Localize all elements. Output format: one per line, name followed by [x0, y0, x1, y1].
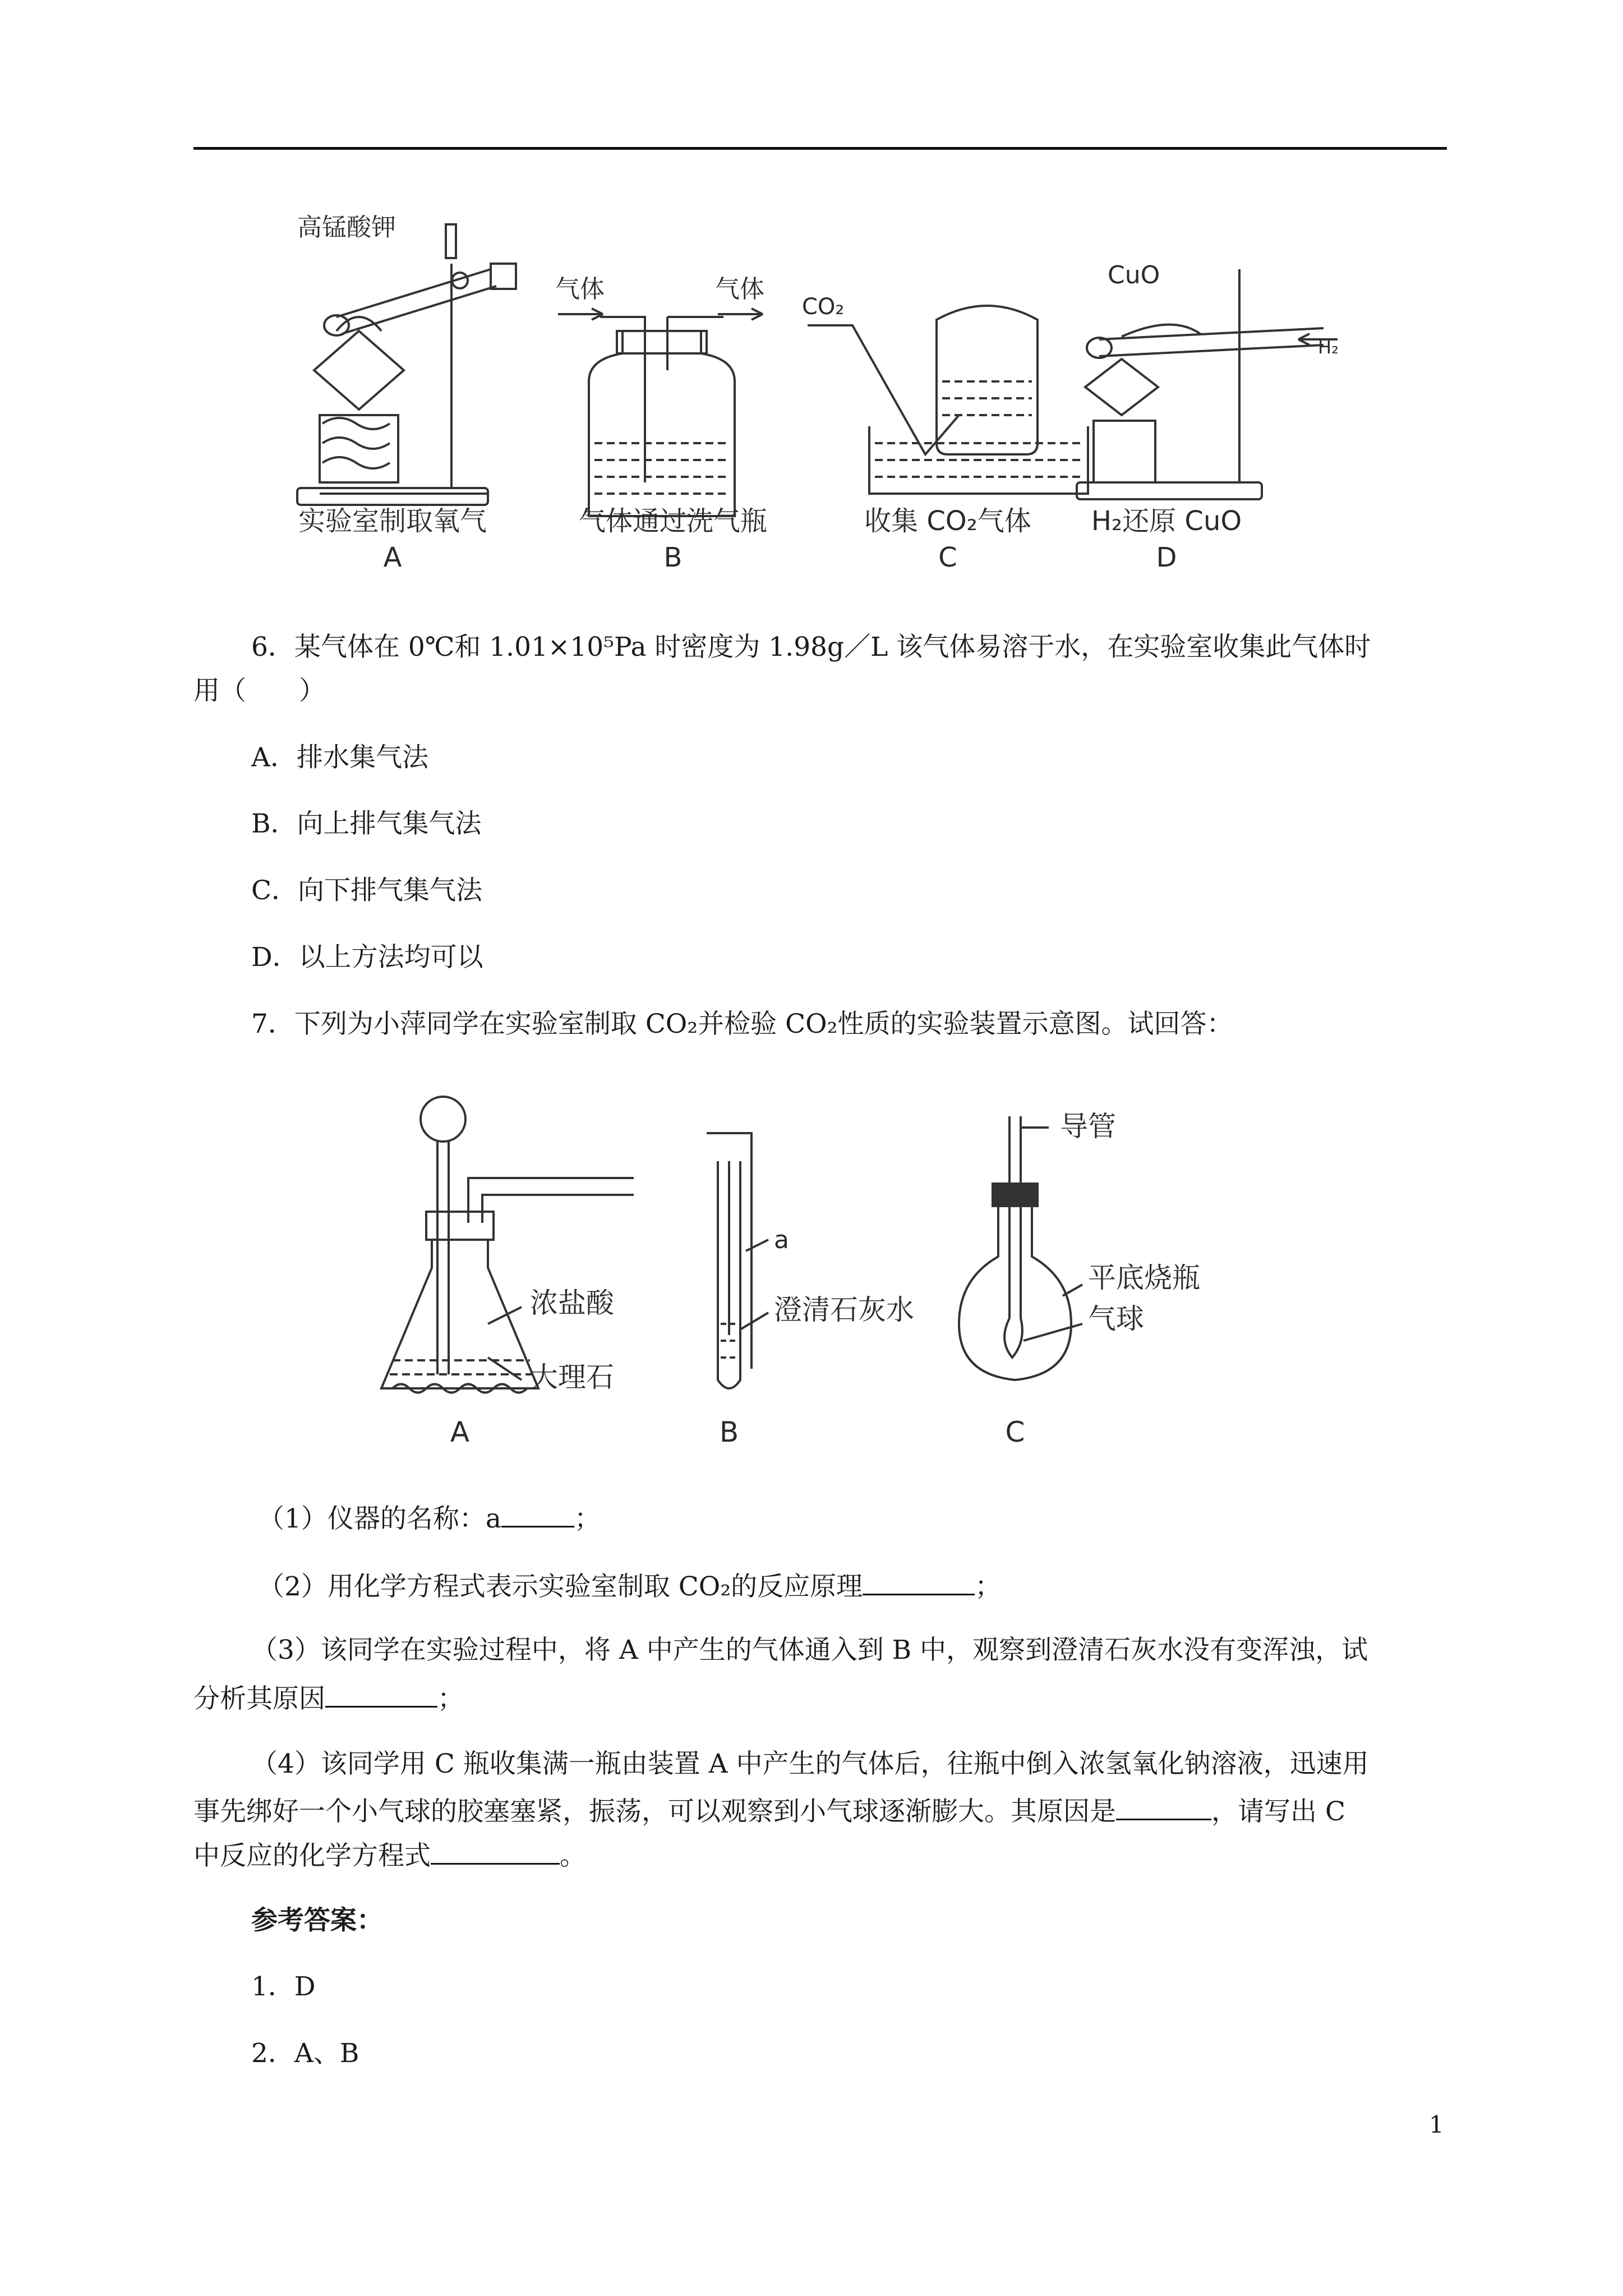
- label-limewater: 澄清石灰水: [774, 1294, 914, 1326]
- label-co2: CO₂: [802, 294, 845, 320]
- label-acid: 浓盐酸: [530, 1287, 614, 1319]
- answers-heading: 参考答案：: [251, 1905, 383, 1936]
- q6-option-b: B．向上排气集气法: [251, 808, 482, 839]
- q6-stem-line2: 用（ ）: [193, 675, 325, 706]
- q7-sub2-end: ；: [975, 1571, 1002, 1602]
- header-rule: [193, 147, 1447, 150]
- apparatus-d-drawing: [1077, 269, 1338, 499]
- co2-generator-drawing: [381, 1097, 634, 1393]
- label-marble: 大理石: [530, 1361, 614, 1393]
- label-balloon: 气球: [1088, 1303, 1144, 1335]
- q7-sub1-blank[interactable]: [501, 1499, 574, 1527]
- answer-item-1: 1．D: [251, 1971, 316, 2002]
- label-flask: 平底烧瓶: [1088, 1262, 1200, 1294]
- page-number: 1: [1429, 2111, 1444, 2138]
- label-potassium-permanganate: 高锰酸钾: [297, 213, 396, 242]
- q7-sub3-blank[interactable]: [325, 1679, 437, 1708]
- q7-sub2-text: （2）用化学方程式表示实验室制取 CO₂的反应原理: [258, 1571, 863, 1602]
- q7-sub2-blank[interactable]: [863, 1567, 975, 1595]
- q7-sub4-line3: [193, 1836, 586, 1874]
- q7-sub4-blank2[interactable]: [431, 1836, 560, 1865]
- q7-sub3-end: ；: [437, 1683, 464, 1714]
- q7-sub4-text-b: ，请写出 C: [1211, 1796, 1345, 1827]
- caption-b-letter: B: [663, 542, 683, 573]
- caption-b: 气体通过洗气瓶: [578, 505, 768, 537]
- label-gas-in: 气体: [555, 275, 605, 303]
- q7-sub4-blank1[interactable]: [1116, 1792, 1211, 1820]
- q7-sub3-line1: （3）该同学在实验过程中，将 A 中产生的气体通入到 B 中，观察到澄清石灰水没有变浑浊，试: [251, 1635, 1368, 1665]
- apparatus-figure-2: [370, 1077, 1279, 1458]
- q7-sub3-line2: [193, 1679, 464, 1717]
- caption-c: 收集 CO₂气体: [864, 505, 1031, 537]
- q6-option-c: C．向下排气集气法: [251, 875, 482, 906]
- caption-c-letter: C: [938, 542, 957, 573]
- limewater-tube-drawing: [707, 1133, 768, 1388]
- apparatus-figure-1: [275, 202, 1340, 595]
- q7-sub3-text: 分析其原因: [193, 1683, 325, 1714]
- q7-stem: 7．下列为小萍同学在实验室制取 CO₂并检验 CO₂性质的实验装置示意图。试回答：: [251, 1009, 1233, 1039]
- q6-option-a: A．排水集气法: [251, 742, 428, 773]
- caption-d-letter: D: [1156, 542, 1177, 573]
- balloon-flask-drawing: [959, 1116, 1082, 1380]
- q7-sub4-line1: （4）该同学用 C 瓶收集满一瓶由装置 A 中产生的气体后，往瓶中倒入浓氢氧化钠溶液，迅速用: [251, 1749, 1369, 1779]
- apparatus-c-drawing: [808, 306, 1088, 494]
- q7-sub1: [258, 1499, 601, 1537]
- caption-d: H₂还原 CuO: [1091, 505, 1242, 537]
- apparatus-a-drawing: [297, 224, 516, 505]
- q7-sub1-end: ；: [574, 1503, 601, 1534]
- q7-sub4-text-c: 中反应的化学方程式: [193, 1841, 431, 1871]
- q6-stem-line1: 6．某气体在 0℃和 1.01×10⁵Pa 时密度为 1.98g／L 该气体易溶于水，在实验室收集此气体时: [251, 632, 1371, 662]
- label-cuo: CuO: [1108, 261, 1160, 289]
- q7-sub1-text: （1）仪器的名称：a: [258, 1503, 501, 1534]
- label-h2: H₂: [1318, 337, 1339, 358]
- q7-sub4-end: 。: [560, 1841, 586, 1871]
- label-gas-out: 气体: [715, 275, 764, 303]
- fig2-letter-a: A: [450, 1416, 470, 1448]
- label-tube: 导管: [1060, 1110, 1116, 1143]
- label-a: a: [774, 1226, 789, 1254]
- apparatus-b-drawing: [589, 317, 735, 516]
- caption-a: 实验室制取氧气: [298, 505, 487, 537]
- q7-sub4-line2: [193, 1792, 1345, 1830]
- q7-sub2: [258, 1567, 1001, 1605]
- q7-sub4-text-a: 事先绑好一个小气球的胶塞塞紧，振荡，可以观察到小气球逐渐膨大。其原因是: [193, 1796, 1116, 1827]
- answer-item-2: 2．A、B: [251, 2038, 359, 2069]
- fig2-letter-b: B: [719, 1416, 739, 1448]
- caption-a-letter: A: [383, 542, 402, 573]
- fig2-letter-c: C: [1005, 1416, 1025, 1448]
- q6-option-d: D．以上方法均可以: [251, 942, 483, 973]
